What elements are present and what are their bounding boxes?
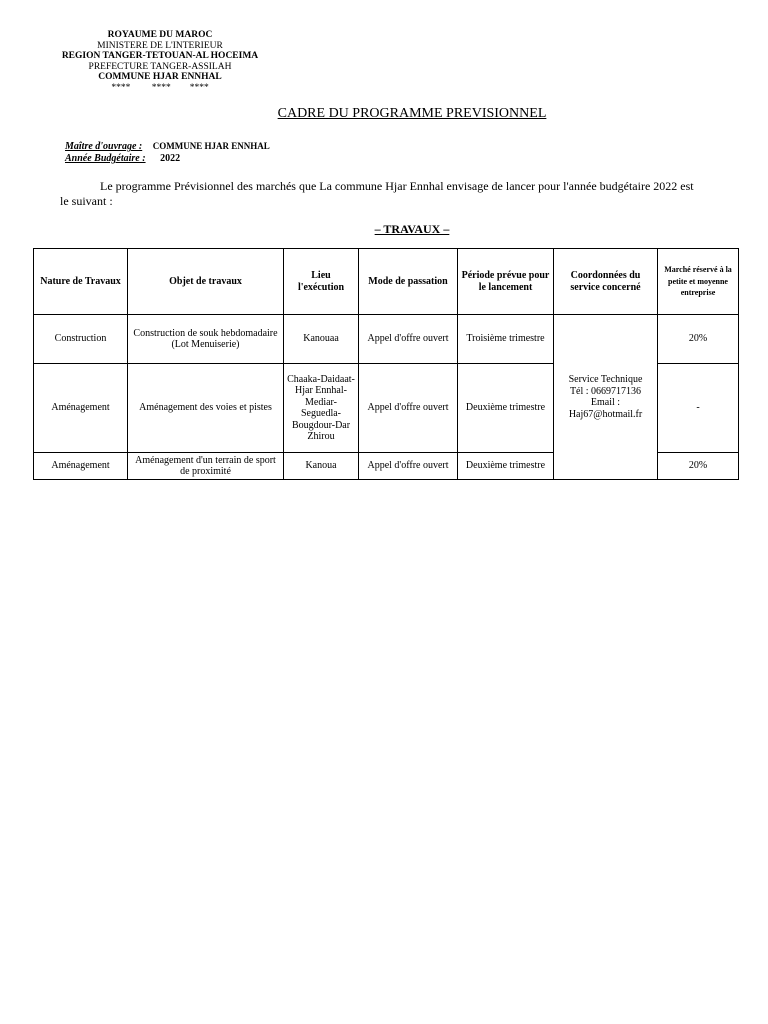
header-mode: Mode de passation: [359, 249, 458, 315]
cell-reserve: 20%: [658, 315, 739, 364]
header-line-region: REGION TANGER-TETOUAN-AL HOCEIMA: [61, 51, 259, 61]
page-title: CADRE DU PROGRAMME PREVISIONNEL: [277, 106, 547, 121]
header-stars: **** **** ****: [111, 82, 209, 93]
cell-periode: Troisième trimestre: [458, 315, 554, 364]
table-header-row: [34, 249, 739, 315]
service-name: Service Technique: [568, 374, 643, 385]
table-row: [34, 315, 739, 364]
cell-mode: Appel d'offre ouvert: [359, 364, 458, 453]
programme-table: [33, 248, 739, 480]
cell-periode: Deuxième trimestre: [458, 453, 554, 480]
service-tel: Tél : 0669717136: [569, 385, 642, 397]
header-lieu: Lieu l'exécution: [284, 249, 359, 315]
header-line-prefecture: PREFECTURE TANGER-ASSILAH: [88, 61, 232, 72]
cell-nature: Aménagement: [34, 364, 128, 453]
cell-lieu: Kanouaa: [284, 315, 359, 364]
cell-periode: Deuxième trimestre: [458, 364, 554, 453]
service-email-label: Email :: [590, 397, 621, 408]
header-line-ministry: MINISTERE DE L'INTERIEUR: [97, 40, 223, 51]
document-header: [60, 30, 260, 93]
cell-lieu: Chaaka-Daidaat-Hjar Ennhal-Mediar-Seguedla-Bougdour-Dar Zhirou: [284, 364, 359, 453]
cell-mode: Appel d'offre ouvert: [359, 315, 458, 364]
header-objet: Objet de travaux: [128, 249, 284, 315]
header-periode: Période prévue pour le lancement: [458, 249, 554, 315]
cell-reserve: 20%: [658, 453, 739, 480]
header-line-commune: COMMUNE HJAR ENNHAL: [98, 72, 222, 82]
annee-budgetaire-value: 2022: [160, 153, 181, 164]
cell-reserve: -: [658, 364, 739, 453]
cell-objet: Aménagement d'un terrain de sport de proximité: [128, 453, 284, 480]
cell-mode: Appel d'offre ouvert: [359, 453, 458, 480]
cell-nature: Aménagement: [34, 453, 128, 480]
annee-budgetaire-label: Année Budgétaire :: [65, 153, 146, 164]
maitre-ouvrage-label: Maître d'ouvrage :: [65, 141, 143, 152]
cell-coordonnees: [554, 315, 658, 480]
cell-lieu: Kanoua: [284, 453, 359, 480]
intro-paragraph: Le programme Prévisionnel des marchés que La commune Hjar Ennhal envisage de lancer pour l'année budgétaire 2022 est le suivant :: [60, 179, 694, 208]
cell-objet: Aménagement des voies et pistes: [128, 364, 284, 453]
annee-budgetaire: [65, 153, 180, 164]
cell-objet: Construction de souk hebdomadaire (Lot Menuiserie): [128, 315, 284, 364]
header-coordonnees: Coordonnées du service concerné: [554, 249, 658, 315]
header-line-kingdom: ROYAUME DU MAROC: [107, 30, 213, 40]
service-email: Haj67@hotmail.fr: [568, 408, 643, 420]
maitre-ouvrage-value: COMMUNE HJAR ENNHAL: [152, 141, 270, 151]
header-nature: Nature de Travaux: [34, 249, 128, 315]
cell-nature: Construction: [34, 315, 128, 364]
section-title: – TRAVAUX –: [374, 222, 450, 236]
header-marche-reserve: Marché réservé à la petite et moyenne entreprise: [658, 249, 739, 315]
maitre-ouvrage: [65, 141, 270, 152]
